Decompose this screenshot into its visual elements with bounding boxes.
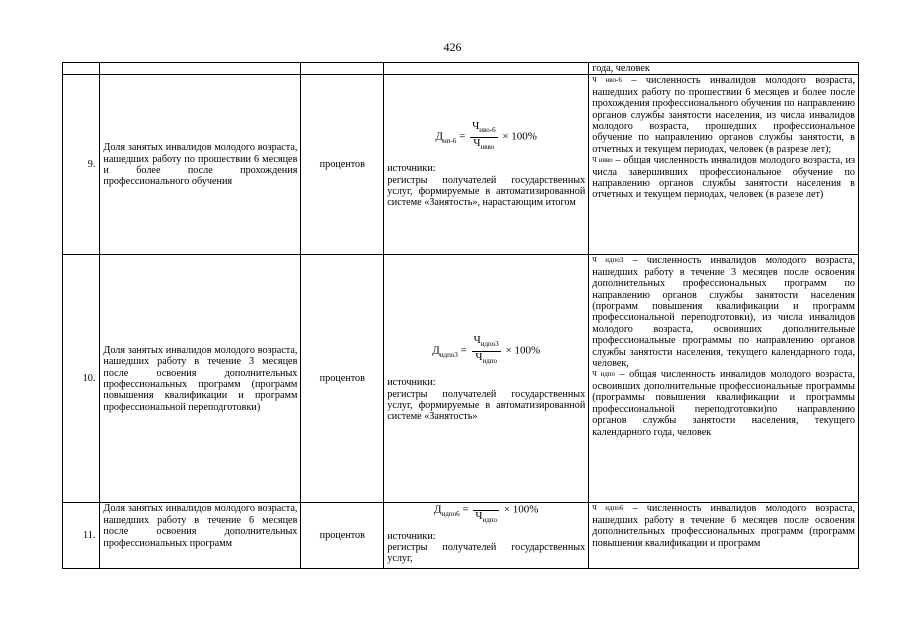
indicator-table — [62, 62, 859, 569]
source-label: источники: — [387, 530, 436, 542]
table-row — [63, 503, 859, 569]
description-cell: $^{Ч нво-6}$ – численность инвалидов молодого возраста, нашедших работу по прошествии 6 месяцев и более после прохождения профессионального обучения по направлению органов службы занятости населения, из числа инвалидов молодого возраста, прошедших профессиональное обучение по направлению органов службы занятости, в отчетных и текущем периодах, человек (в разрезе лет); $^{Ч нвво}$ – общая численность инвалидов молодого возраста, из числа завершивших профессиональное обучение по направлению органов службы занятости населения в отчетных и текущем периодах, человек (в разезе лет) — [589, 75, 859, 255]
unit-cell: процентов — [301, 503, 384, 569]
source-label: источники: — [387, 163, 436, 175]
method-cell — [384, 255, 589, 503]
indicator-name: Доля занятых инвалидов молодого возраста, нашедших работу в течение 3 месяцев после освоения дополнительных профессиональных программ (программ повышения квалификации и программ профессиональной переподготовки) — [100, 255, 301, 503]
method-cell — [384, 503, 589, 569]
row-number: 9. — [63, 75, 100, 255]
method-cell — [384, 75, 589, 255]
description-cell: $^{Ч идпо6}$ – численность инвалидов молодого возраста, нашедших работу в течение 6 месяцев после освоения дополнительных профессиональных программ (программ повышения квалификации и программ — [589, 503, 859, 569]
row-number: 10. — [63, 255, 100, 503]
table-row — [63, 75, 859, 255]
source-text: регистры получателей государственных услуг, формируемые в автоматизированной системе «Занятость» — [387, 388, 586, 423]
source-text: регистры получателей государственных услуг, формируемые в автоматизированной системе «Занятость», нарастающим итогом — [387, 174, 586, 209]
table-row — [63, 63, 859, 75]
indicator-name: Доля занятых инвалидов молодого возраста, нашедших работу в течение 6 месяцев после освоения дополнительных профессиональных программ — [100, 503, 301, 569]
row-number: 11. — [63, 503, 100, 569]
formula: $Д_{идпо3}$ = $\frac{Ч_{идпо3}}{Ч_{идпо}}$ × 100% — [432, 334, 541, 365]
indicator-name: Доля занятых инвалидов молодого возраста, нашедших работу по прошествии 6 месяцев и более после прохождения профессионального обучения — [100, 75, 301, 255]
description-cell: года, человек — [589, 63, 859, 75]
formula: $Д_{идпо6}$ = $Ч_{идпо}$ × 100% — [387, 503, 585, 527]
unit-cell: процентов — [301, 75, 384, 255]
table-row — [63, 255, 859, 503]
formula: $Д_{нп-6}$ = $\frac{Ч_{нво-6}}{Ч_{нвво}}$ × 100% — [435, 120, 537, 151]
unit-cell: процентов — [301, 255, 384, 503]
page-number: 426 — [443, 40, 462, 54]
source-label: источники: — [387, 377, 436, 389]
description-cell: $^{Ч идпо3}$ – численность инвалидов молодого возраста, нашедших работу в течение 3 месяцев после освоения дополнительных профессиональных программ по направлению органов службы занятости населения (программ повышения квалификации и программ профессиональной переподготовки), из числа инвалидов молодого возраста, освоивших дополнительные профессиональные программы по направлению органов службы занятости населения, текущего календарного года, человек, $^{Ч идпо}$ – общая численность инвалидов молодого возраста, освоивших дополнительные профессиональные программы (программы повышения квалификации и программы профессиональной переподготовки)по направлению органов службы занятости населения, текущего календарного года, человек — [589, 255, 859, 503]
source-text: регистры получателей государственных услуг, — [387, 542, 586, 565]
